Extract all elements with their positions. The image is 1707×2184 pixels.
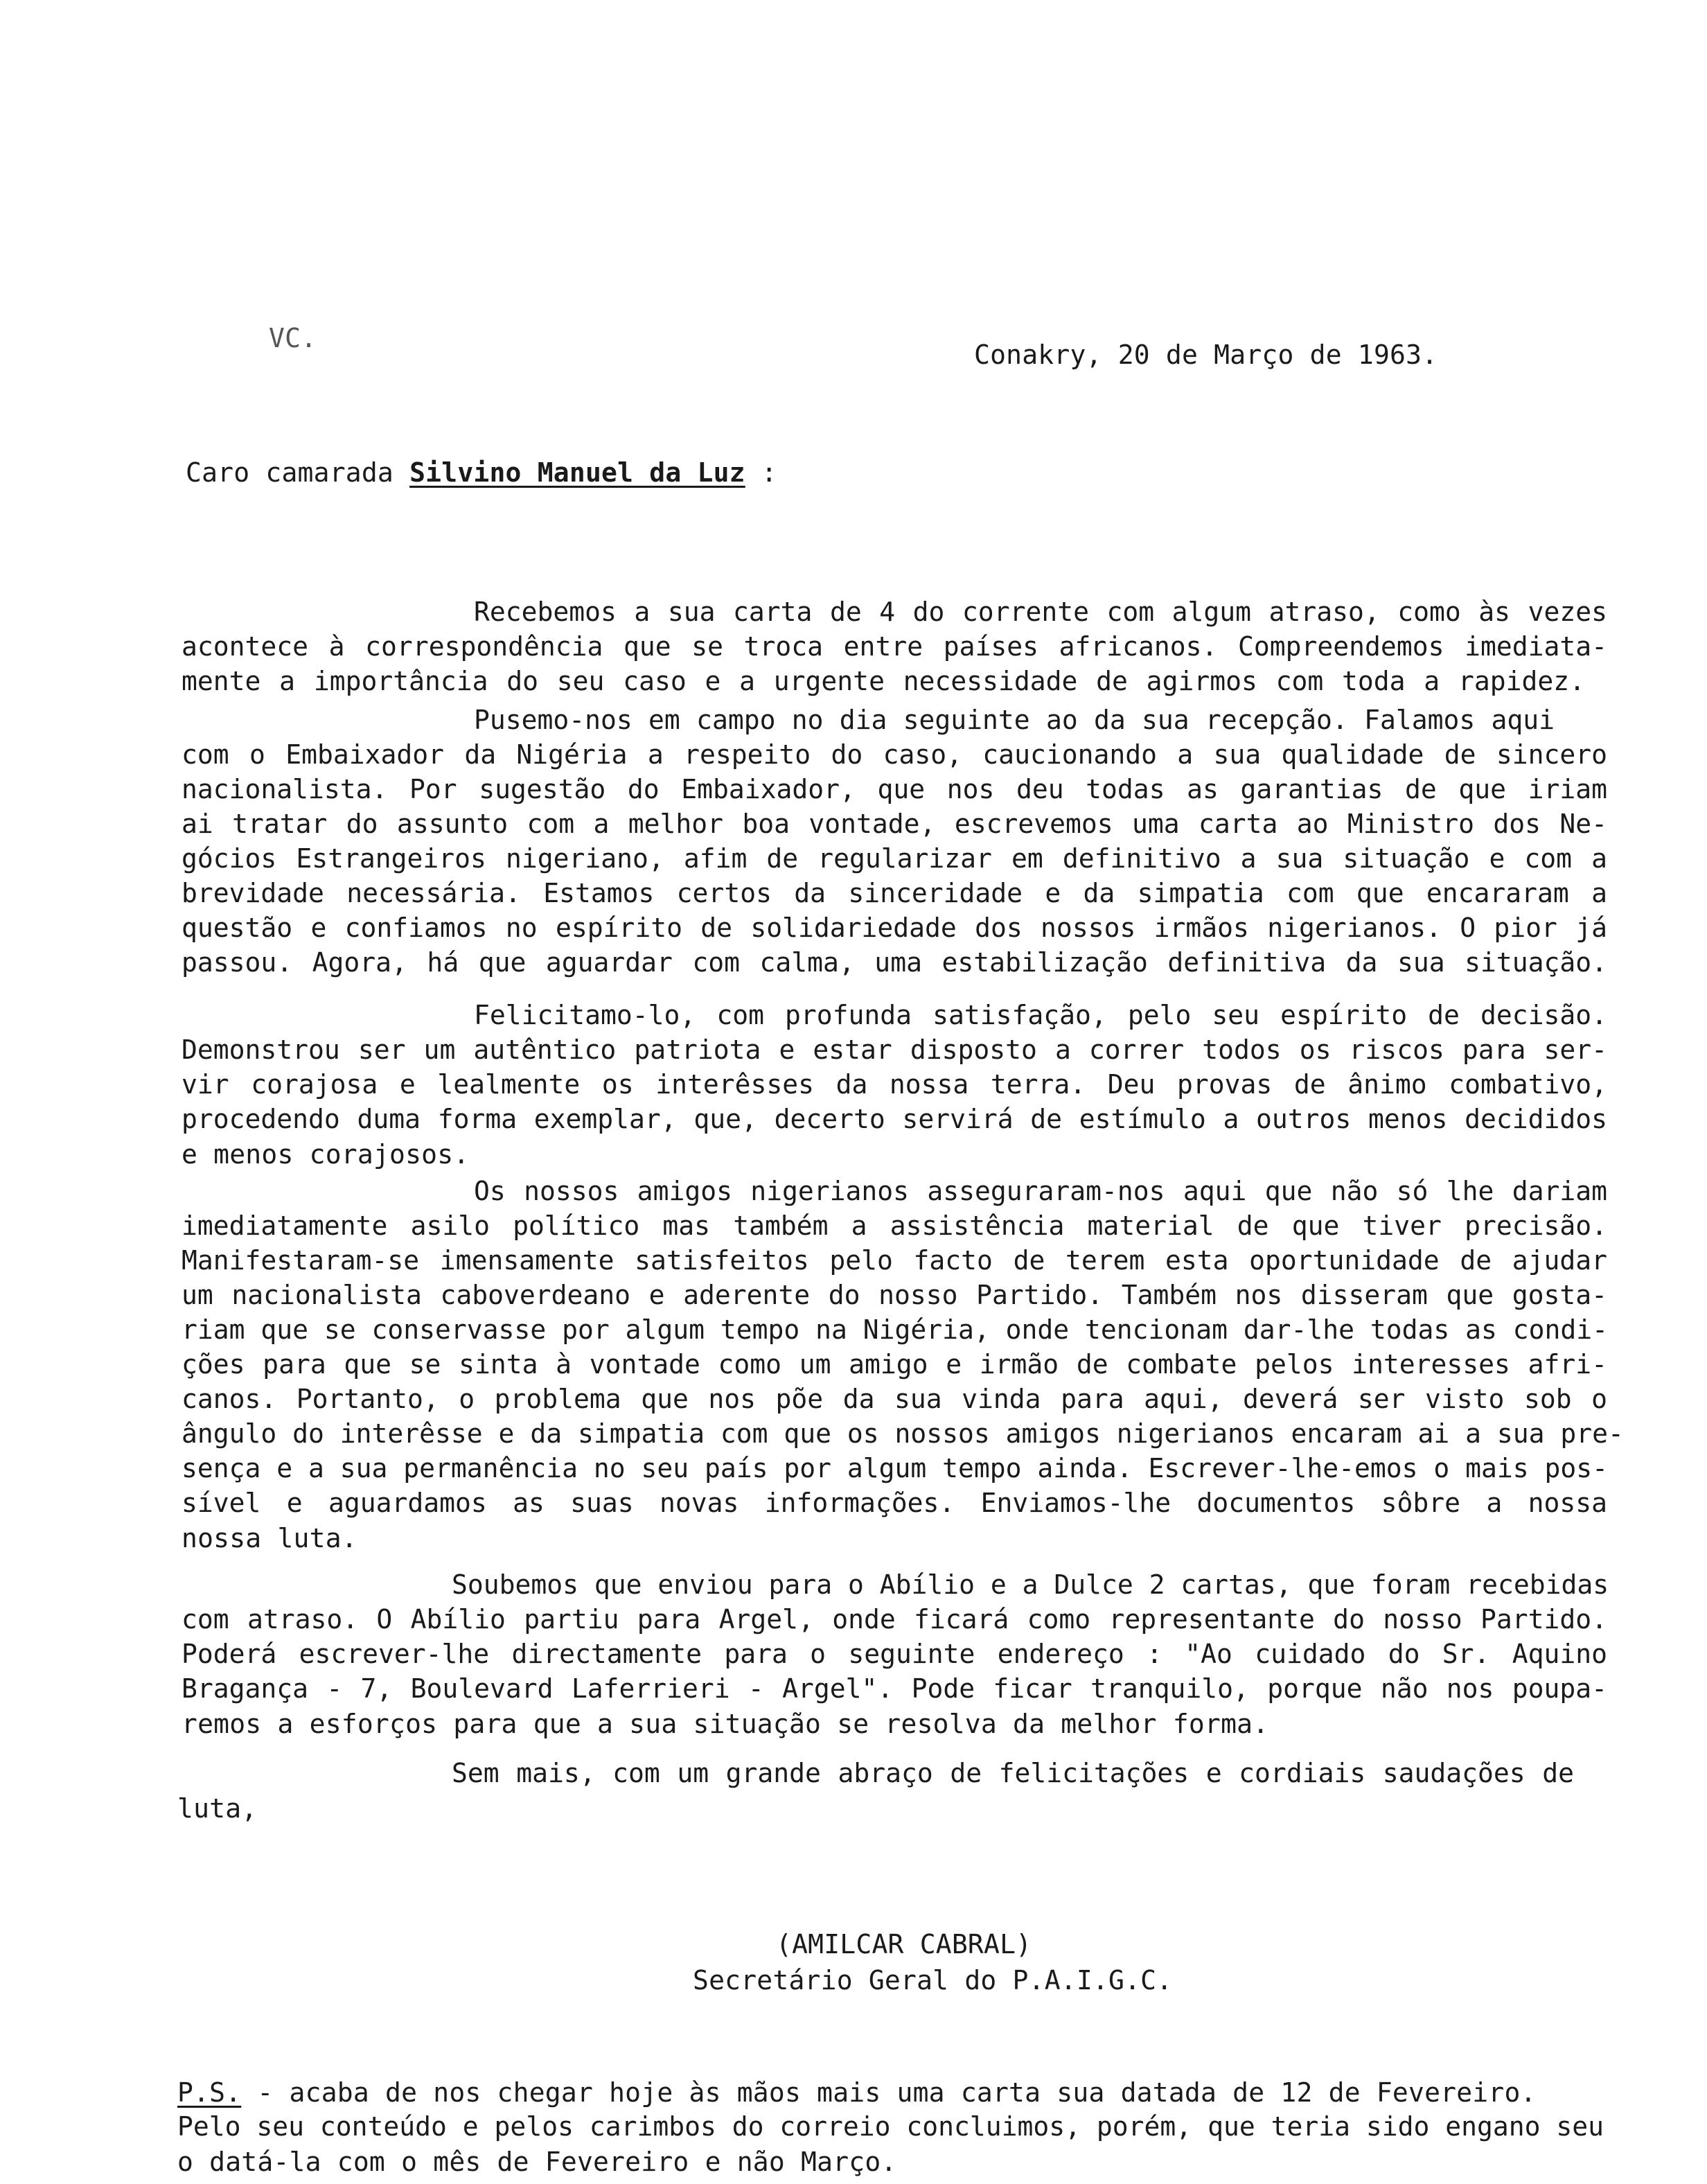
salutation-prefix: Caro camarada [186,457,394,488]
p3-line-4: procedendo duma forma exemplar, que, decerto servirá de estímulo a outros menos decididos [182,1104,1607,1134]
p2-line-2: com o Embaixador da Nigéria a respeito do caso, caucionando a sua qualidade de sincero [182,739,1607,770]
p2-line-3: nacionalista. Por sugestão do Embaixador, que nos deu todas as garantias de que iriam [182,774,1607,804]
closing-line-2: luta, [177,1793,258,1824]
p3-line-5: e menos corajosos. [182,1139,470,1170]
p4-line-3: Manifestaram-se imensamente satisfeitos pelo facto de terem esta oportunidade de ajudar [182,1245,1607,1276]
p3-line-1: Felicitamo-lo, com profunda satisfação, pelo seu espírito de decisão. [474,1000,1607,1030]
p2-line-8: passou. Agora, há que aguardar com calma, uma estabilização definitiva da sua situação. [182,947,1607,978]
salutation-suffix: : [745,457,777,488]
p4-line-6: ções para que se sinta à vontade como um amigo e irmão de combate pelos interesses afri- [182,1349,1607,1380]
p4-line-2: imediatamente asilo político mas também a assistência material de que tiver precisão. [182,1210,1607,1241]
p4-line-11: nossa luta. [182,1523,357,1553]
p1-line-2: acontece à correspondência que se troca entre países africanos. Compreendemos imediata- [182,631,1607,662]
p4-line-5: riam que se conservasse por algum tempo na Nigéria, onde tencionam dar-lhe todas as condi- [182,1314,1609,1345]
reference-mark: VC. [269,323,317,353]
closing-line-1: Sem mais, com um grande abraço de felicitações e cordiais saudações de [452,1758,1574,1788]
salutation-name: Silvino Manuel da Luz [409,457,745,488]
postscript-label: P.S. [177,2077,242,2108]
p4-line-7: canos. Portanto, o problema que nos põe da sua vinda para aqui, deverá ser visto sob o [182,1384,1607,1414]
p3-line-3: vir corajosa e lealmente os interêsses da nossa terra. Deu provas de ânimo combativo, [182,1069,1607,1100]
p5-line-3: Poderá escrever-lhe directamente para o seguinte endereço : "Ao cuidado do Sr. Aquino [182,1639,1607,1669]
p2-line-1: Pusemo-nos em campo no dia seguinte ao da sua recepção. Falamos aqui [474,705,1555,735]
p1-line-3: mente a importância do seu caso e a urgente necessidade de agirmos com toda a rapidez. [182,666,1585,696]
postscript-line-3: o datá-la com o mês de Fevereiro e não Março. [177,2147,897,2177]
signature-title: Secretário Geral do P.A.I.G.C. [693,1965,1173,1996]
p5-line-4: Bragança - 7, Boulevard Laferrieri - Argel". Pode ficar tranquilo, porque não nos poupa- [182,1673,1607,1704]
p2-line-7: questão e confiamos no espírito de solidariedade dos nossos irmãos nigerianos. O pior já [182,913,1607,943]
postscript-line-2: Pelo seu conteúdo e pelos carimbos do correio concluimos, porém, que teria sido engano seu [177,2111,1604,2142]
salutation [186,455,777,491]
postscript-line-1 [177,2075,1537,2111]
p4-line-8: ângulo do interêsse e da simpatia com que os nossos amigos nigerianos encaram ai a sua pre- [182,1418,1624,1449]
p5-line-5: remos a esforços para que a sua situação se resolva da melhor forma. [182,1709,1269,1739]
date-line: Conakry, 20 de Março de 1963. [974,340,1438,370]
signature-name: (AMILCAR CABRAL) [776,1929,1032,1960]
postscript-text-1: - acaba de nos chegar hoje às mãos mais uma carta sua datada de 12 de Fevereiro. [241,2077,1537,2108]
p5-line-1: Soubemos que enviou para o Abílio e a Dulce 2 cartas, que foram recebidas [452,1569,1609,1600]
p4-line-1: Os nossos amigos nigerianos asseguraram-nos aqui que não só lhe dariam [474,1176,1607,1206]
p2-line-4: ai tratar do assunto com a melhor boa vontade, escrevemos uma carta ao Ministro dos Ne- [182,809,1607,839]
p4-line-10: sível e aguardamos as suas novas informações. Enviamos-lhe documentos sôbre a nossa [182,1488,1607,1518]
p2-line-6: brevidade necessária. Estamos certos da sinceridade e da simpatia com que encararam a [182,878,1607,908]
p2-line-5: gócios Estrangeiros nigeriano, afim de regularizar em definitivo a sua situação e com a [182,843,1607,874]
p4-line-9: sença e a sua permanência no seu país por algum tempo ainda. Escrever-lhe-emos o mais pos- [182,1453,1609,1483]
p1-line-1: Recebemos a sua carta de 4 do corrente com algum atraso, como às vezes [474,597,1607,627]
p5-line-2: com atraso. O Abílio partiu para Argel, onde ficará como representante do nosso Partido. [182,1604,1607,1635]
p3-line-2: Demonstrou ser um autêntico patriota e estar disposto a correr todos os riscos para ser- [182,1034,1607,1065]
p4-line-4: um nacionalista caboverdeano e aderente do nosso Partido. Também nos disseram que gosta- [182,1280,1607,1310]
